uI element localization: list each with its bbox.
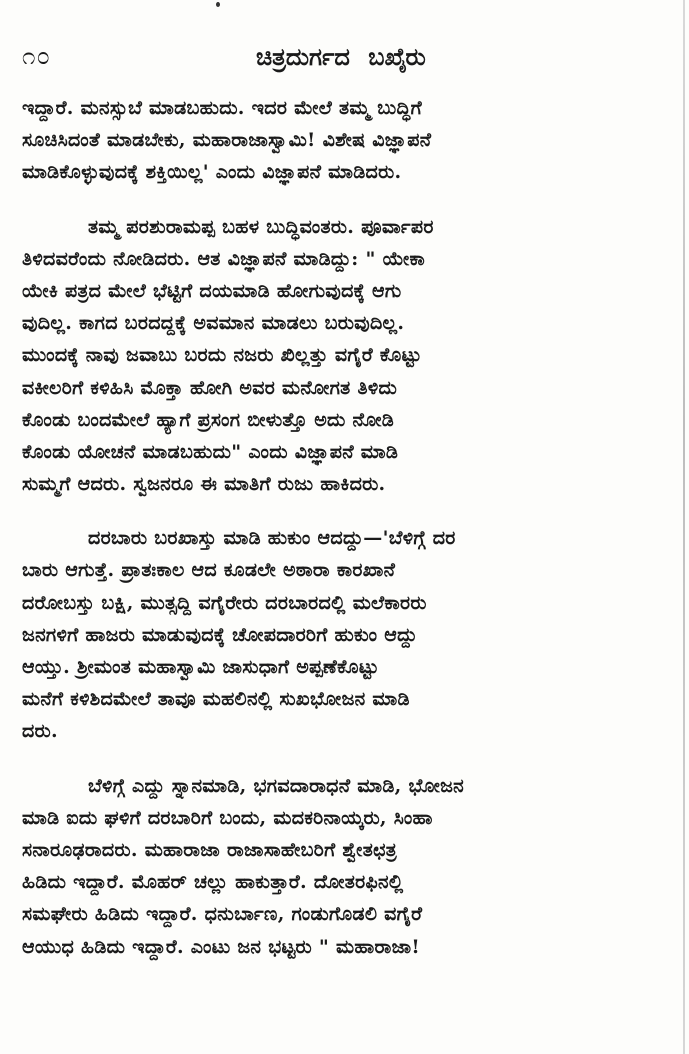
text-line: ಹಿಡಿದು ಇದ್ದಾರೆ. ಮೊಹರ್ ಚಲ್ಲು ಹಾಕುತ್ತಾರೆ. ದೋತರಫಿನಲ್ಲಿ <box>22 871 404 894</box>
text-line: ಬೆಳಿಗ್ಗೆ ಎದ್ದು ಸ್ನಾನಮಾಡಿ, ಭಗವದಾರಾಧನೆ ಮಾಡಿ, ಭೋಜನ <box>88 774 465 797</box>
paragraph <box>22 211 674 501</box>
text-line: ವಕೀಲರಿಗೆ ಕಳಿಹಿಸಿ ಮೊಕ್ತಾ ಹೋಗಿ ಅವರ ಮನೋಗತ ತಿಳಿದು <box>22 376 398 399</box>
text-line: ದರು. <box>22 720 58 743</box>
text-line: ಆಯುಧ ಹಿಡಿದು ಇದ್ದಾರೆ. ಎಂಟು ಜನ ಭಟ್ಟರು " ಮಹಾರಾಜಾ! <box>22 935 420 958</box>
text-line: ತಿಳಿದವರೆಂದು ನೋಡಿದರು. ಆತ ವಿಜ್ಞಾಪನೆ ಮಾಡಿದ್ದು: " ಯೇಕಾ <box>22 247 426 270</box>
page-number: ೧೦ <box>22 42 51 70</box>
text-line: ಮುಂದಕ್ಕೆ ನಾವು ಜವಾಬು ಬರದು ನಜರು ಖಿಲ್ಲತ್ತು ವಗೈರೆ ಕೊಟ್ಟು <box>22 344 422 367</box>
text-line: ಸುಮ್ಮಗೆ ಆದರು. ಸ್ವಜನರೂ ಈ ಮಾತಿಗೆ ರುಜು ಹಾಕಿದರು. <box>22 473 386 496</box>
text-line: ಜನಗಳಿಗೆ ಹಾಜರು ಮಾಡುವುದಕ್ಕೆ ಚೋಪದಾರರಿಗೆ ಹುಕುಂ ಆದ್ದು <box>22 623 418 646</box>
body-text <box>22 92 674 985</box>
text-line: ಸನಾರೂಢರಾದರು. ಮಹಾರಾಜಾ ರಾಜಾಸಾಹೇಬರಿಗೆ ಶ್ವೇತಛತ್ರ <box>22 838 397 861</box>
text-line: ಮಾಡಿ ಐದು ಘಳಿಗೆ ದರಬಾರಿಗೆ ಬಂದು, ಮದಕರಿನಾಯ್ಕರು, ಸಿಂಹಾ <box>22 806 433 829</box>
text-line: ಇದ್ದಾರೆ. ಮನಸ್ಸುಬೆ ಮಾಡಬಹುದು. ಇದರ ಮೇಲೆ ತಮ್ಮ ಬುದ್ಧಿಗೆ <box>22 97 422 119</box>
paragraph <box>22 92 674 189</box>
text-line: ಸೂಚಿಸಿದಂತೆ ಮಾಡಬೇಕು, ಮಹಾರಾಜಾಸ್ವಾಮಿ! ವಿಶೇಷ ವಿಜ್ಞಾಪನೆ <box>22 129 432 152</box>
ink-speck <box>216 2 220 7</box>
page-header <box>0 36 689 80</box>
text-line: ವುದಿಲ್ಲ. ಕಾಗದ ಬರದದ್ದಕ್ಕೆ ಅವಮಾನ ಮಾಡಲು ಬರುವುದಿಲ್ಲ. <box>22 312 405 335</box>
text-line: ಮಾಡಿಕೊಳ್ಳುವುದಕ್ಕೆ ಶಕ್ತಿಯಿಲ್ಲ' ಎಂದು ವಿಜ್ಞಾಪನೆ ಮಾಡಿದರು. <box>22 161 402 184</box>
text-line: ಮನೆಗೆ ಕಳಿಶಿದಮೇಲೆ ತಾವೂ ಮಹಲಿನಲ್ಲಿ ಸುಖಭೋಜನ ಮಾಡಿ <box>22 688 410 711</box>
paragraph <box>22 522 674 747</box>
text-line: ಯೇಕಿ ಪತ್ರದ ಮೇಲೆ ಭೆಟ್ಟಿಗೆ ದಯಮಾಡಿ ಹೋಗುವುದಕ್ಕೆ ಆಗು <box>22 279 402 302</box>
text-line: ಸಮಘೇರು ಹಿಡಿದು ಇದ್ದಾರೆ. ಧನುರ್ಬಾಣ, ಗಂಡುಗೊಡಲಿ ವಗೈರೆ <box>22 903 423 926</box>
text-line: ಕೊಂಡು ಬಂದಮೇಲೆ ಹ್ಯಾಗೆ ಪ್ರಸಂಗ ಬೀಳುತ್ತೊ ಅದು ನೋಡಿ <box>22 408 395 431</box>
text-line: ಕೊಂಡು ಯೋಚನೆ ಮಾಡಬಹುದು" ಎಂದು ವಿಜ್ಞಾಪನೆ ಮಾಡಿ <box>22 440 399 463</box>
text-line: ಬಾರು ಆಗುತ್ತೆ. ಪ್ರಾತಃಕಾಲ ಆದ ಕೂಡಲೇ ಅಠಾರಾ ಕಾರಖಾನೆ <box>22 559 396 582</box>
text-line: ದರೋಬಸ್ತು ಬಕ್ಷಿ, ಮುತ್ಸದ್ದಿ ವಗೈರೇರು ದರಬಾರದಲ್ಲಿ ಮಲೆಕಾರರು <box>22 591 427 614</box>
page-edge <box>683 0 685 1054</box>
text-line: ತಮ್ಮ ಪರಶುರಾಮಪ್ಪ ಬಹಳ ಬುದ್ಧಿವಂತರು. ಪೂರ್ವಾಪರ <box>88 215 434 238</box>
paragraph <box>22 770 674 963</box>
running-head: ಚಿತ್ರದುರ್ಗದ ಬಖೈರು <box>256 42 426 71</box>
text-line: ಆಯ್ತು. ಶ್ರೀಮಂತ ಮಹಾಸ್ವಾಮಿ ಜಾಸುಧಾಗೆ ಅಪ್ಪಣೆಕೊಟ್ಟು <box>22 656 379 678</box>
text-line: ದರಬಾರು ಬರಖಾಸ್ತು ಮಾಡಿ ಹುಕುಂ ಆದದ್ದು—'ಬೆಳಿಗ್ಗೆ ದರ <box>88 527 456 550</box>
